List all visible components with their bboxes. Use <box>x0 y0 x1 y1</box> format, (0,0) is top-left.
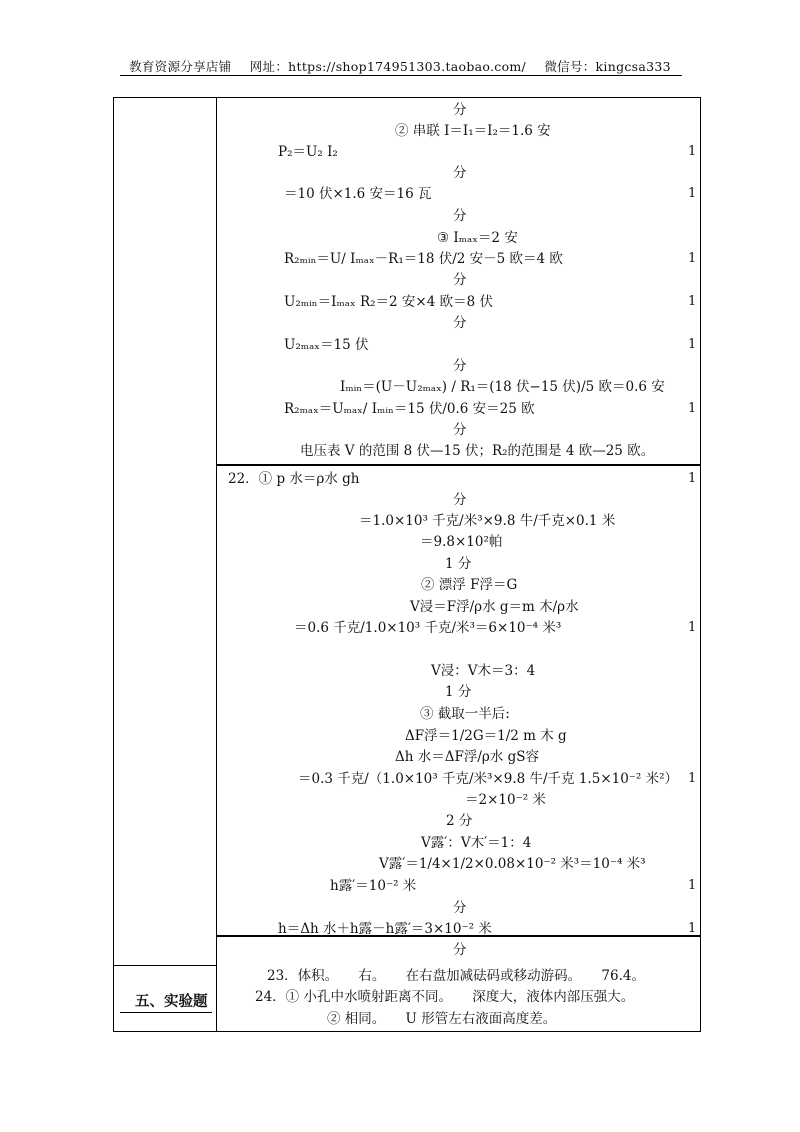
page-header <box>0 57 800 75</box>
q21-line: 分 <box>453 422 467 438</box>
score-value: 1 <box>688 401 697 416</box>
q22-line: 1 分 <box>445 684 472 700</box>
q22-line: ΔF浮＝1/2G＝1/2 m 木 g <box>405 728 567 744</box>
score-value: 1 <box>688 771 697 786</box>
header-shop: 教育资源分享店铺 <box>129 59 232 74</box>
q22-line: 1 分 <box>445 556 472 572</box>
score-value: 1 <box>688 294 697 309</box>
score-value: 1 <box>688 921 697 936</box>
q21-line: ③ Iₘₐₓ＝2 安 <box>437 230 518 246</box>
q22-line: 分 <box>453 492 467 508</box>
q21-line: 分 <box>453 358 467 374</box>
q22-line: h露′＝10⁻² 米 <box>330 878 417 894</box>
q22-line: 22．① p 水＝ρ水 gh <box>228 471 360 487</box>
q22-line: V露′：V木′＝1：4 <box>421 835 532 851</box>
score-value: 1 <box>688 186 697 201</box>
q22-line: ② 漂浮 F浮＝G <box>421 577 518 593</box>
header-url: 网址：https://shop174951303.taobao.com/ <box>249 59 527 74</box>
q22-line: ＝1.0×10³ 千克/米³×9.8 牛/千克×0.1 米 <box>359 513 616 529</box>
header-rule <box>120 75 682 76</box>
section-title: 五、实验题 <box>135 994 208 1010</box>
q21-line: U₂ₘₐₓ＝15 伏 <box>284 337 369 353</box>
section-title-underline <box>120 1012 212 1013</box>
score-value: 1 <box>688 144 697 159</box>
q21-line: 分 <box>453 208 467 224</box>
q22-line: 分 <box>453 900 467 916</box>
score-value: 1 <box>688 620 697 635</box>
q23-line: 23．体积。 右。 在右盘加减砝码或移动游码。 76.4。 <box>267 968 645 984</box>
table-column-divider <box>216 97 217 1032</box>
q22-line: V浸：V木＝3：4 <box>431 663 536 679</box>
q22-line: V浸＝F浮/ρ水 g＝m 木/ρ水 <box>410 599 579 615</box>
q24-line: 24．① 小孔中水喷射距离不同。 深度大，液体内部压强大。 <box>255 989 635 1005</box>
score-value: 1 <box>688 251 697 266</box>
row-divider-21-22 <box>216 464 700 466</box>
header-wechat: 微信号：kingcsa333 <box>544 59 671 74</box>
q21-line: U₂ₘᵢₙ＝Iₘₐₓ R₂＝2 安×4 欧＝8 伏 <box>284 294 493 310</box>
row-divider-22-23-left <box>113 965 216 966</box>
q22-line: ＝2×10⁻² 米 <box>465 792 546 808</box>
score-value: 1 <box>688 878 697 893</box>
q22-line: 2 分 <box>446 813 473 829</box>
q21-line: R₂ₘₐₓ＝Uₘₐₓ/ Iₘᵢₙ＝15 伏/0.6 安＝25 欧 <box>284 401 535 417</box>
q22-line: Δh 水＝ΔF浮/ρ水 gS容 <box>395 749 540 765</box>
q21-line: 电压表 V 的范围 8 伏—15 伏；R₂的范围是 4 欧—25 欧。 <box>300 443 655 459</box>
q21-line: ＝10 伏×1.6 安＝16 瓦 <box>284 186 432 202</box>
q22-line: ＝0.3 千克/（1.0×10³ 千克/米³×9.8 牛/千克 1.5×10⁻² 米²） <box>298 771 679 787</box>
q21-line: P₂＝U₂ I₂ <box>278 144 338 160</box>
score-value: 1 <box>688 337 697 352</box>
q22-line: ③ 截取一半后: <box>420 706 510 722</box>
q21-line: 分 <box>453 315 467 331</box>
score-value: 1 <box>688 471 697 486</box>
q21-line: 分 <box>453 102 467 118</box>
q21-line: Iₘᵢₙ＝(U－U₂ₘₐₓ) / R₁＝(18 伏−15 伏)/5 欧＝0.6 安 <box>340 379 665 395</box>
q22-line: V露′＝1/4×1/2×0.08×10⁻² 米³＝10⁻⁴ 米³ <box>379 856 646 872</box>
q22-line: 分 <box>453 942 467 958</box>
q22-line: ＝0.6 千克/1.0×10³ 千克/米³＝6×10⁻⁴ 米³ <box>294 620 562 636</box>
q21-line: ② 串联 I＝I₁＝I₂＝1.6 安 <box>395 123 551 139</box>
q21-line: R₂ₘᵢₙ＝U/ Iₘₐₓ－R₁＝18 伏/2 安－5 欧＝4 欧 <box>284 251 563 267</box>
q21-line: 分 <box>453 272 467 288</box>
q21-line: 分 <box>453 165 467 181</box>
q22-line: h＝Δh 水＋h露－h露′＝3×10⁻² 米 <box>278 921 492 937</box>
q22-line: ＝9.8×10²帕 <box>420 534 503 550</box>
q24-line: ② 相同。 U 形管左右液面高度差。 <box>327 1011 557 1027</box>
